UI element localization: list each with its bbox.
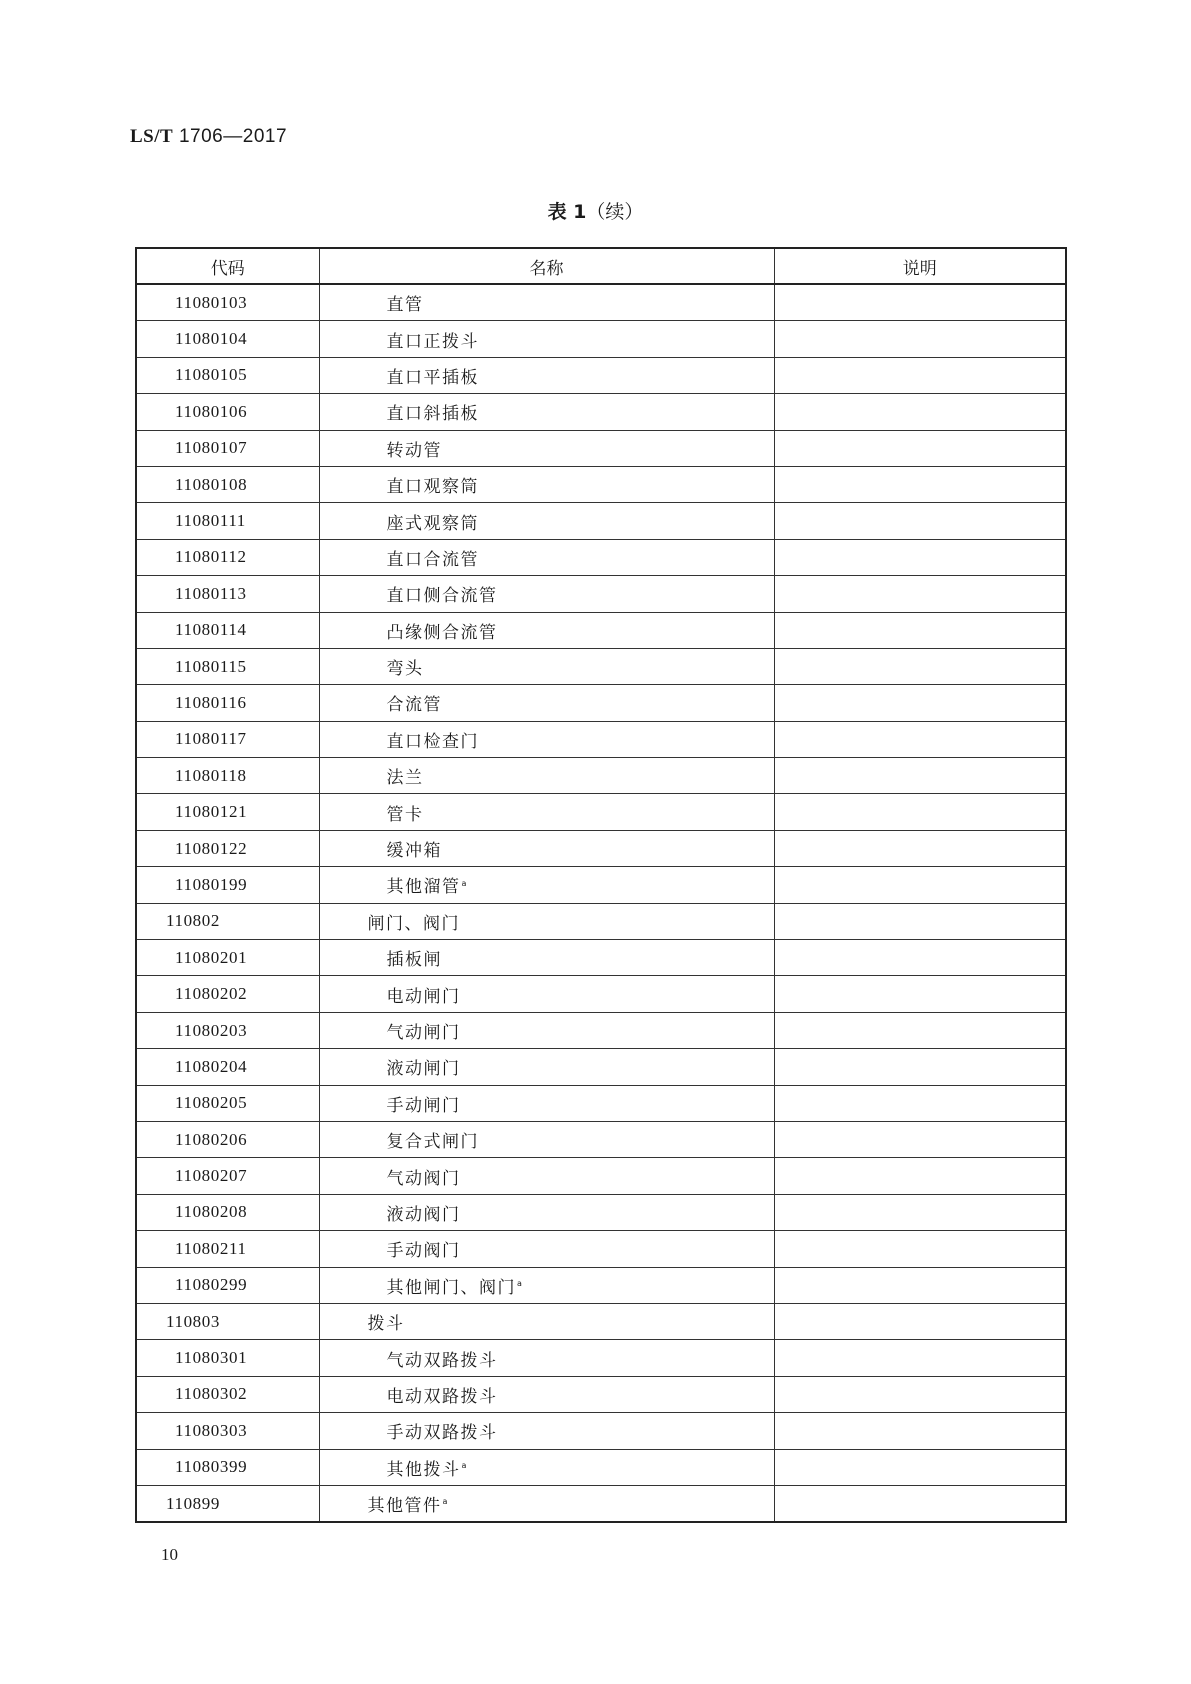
table-row — [136, 357, 1066, 393]
name-cell — [319, 1340, 774, 1376]
name-cell — [319, 1413, 774, 1449]
table-row — [136, 321, 1066, 357]
description-cell — [774, 1049, 1066, 1085]
name-cell — [319, 1449, 774, 1485]
table-row — [136, 976, 1066, 1012]
description-cell — [774, 1231, 1066, 1267]
table-caption — [0, 197, 1191, 224]
description-cell — [774, 976, 1066, 1012]
item-name: 其他拨斗 — [386, 1459, 461, 1480]
code-cell: 11080117 — [136, 721, 319, 757]
table-body — [136, 284, 1066, 1522]
item-name: 其他管件 — [367, 1496, 442, 1517]
description-cell — [774, 940, 1066, 976]
table-row — [136, 1340, 1066, 1376]
code-cell: 11080121 — [136, 794, 319, 830]
name-cell — [319, 321, 774, 357]
name-cell — [319, 612, 774, 648]
table-row — [136, 830, 1066, 866]
item-name: 拨斗 — [367, 1314, 405, 1335]
item-name: 气动闸门 — [386, 1023, 461, 1043]
item-name: 直口平插板 — [386, 367, 479, 388]
column-header-name: 名称 — [319, 248, 774, 284]
description-cell — [774, 1340, 1066, 1376]
name-cell — [319, 976, 774, 1012]
name-cell — [319, 1012, 774, 1048]
code-cell: 11080199 — [136, 867, 319, 903]
code-cell: 11080112 — [136, 539, 319, 575]
code-cell: 11080116 — [136, 685, 319, 721]
item-name: 凸缘侧合流管 — [386, 622, 498, 643]
name-cell — [319, 830, 774, 866]
item-name: 法兰 — [386, 768, 424, 789]
name-cell — [319, 794, 774, 830]
code-cell: 11080113 — [136, 576, 319, 612]
name-cell — [319, 685, 774, 721]
item-name: 气动双路拨斗 — [386, 1350, 498, 1371]
description-cell — [774, 430, 1066, 466]
table-row — [136, 394, 1066, 430]
code-cell: 110899 — [136, 1485, 319, 1522]
item-name: 直口检查门 — [386, 731, 479, 752]
table-row — [136, 1449, 1066, 1485]
table-row — [136, 1194, 1066, 1230]
description-cell — [774, 1267, 1066, 1303]
item-name: 手动阀门 — [386, 1241, 461, 1262]
code-cell: 11080303 — [136, 1413, 319, 1449]
name-cell — [319, 721, 774, 757]
code-cell: 11080115 — [136, 648, 319, 684]
description-cell — [774, 357, 1066, 393]
description-cell — [774, 1158, 1066, 1194]
code-cell: 11080104 — [136, 321, 319, 357]
standard-code: LS/T — [130, 126, 174, 147]
name-cell — [319, 1049, 774, 1085]
table-row — [136, 503, 1066, 539]
code-cell: 11080208 — [136, 1194, 319, 1230]
description-cell — [774, 794, 1066, 830]
document-header — [130, 126, 287, 148]
table-row — [136, 1267, 1066, 1303]
code-cell: 110802 — [136, 903, 319, 939]
item-name: 直口正拨斗 — [386, 331, 479, 352]
description-cell — [774, 576, 1066, 612]
code-cell: 11080105 — [136, 357, 319, 393]
table-row — [136, 430, 1066, 466]
item-name: 直口合流管 — [386, 549, 479, 570]
name-cell — [319, 1231, 774, 1267]
item-name: 其他溜管 — [386, 877, 461, 898]
description-cell — [774, 830, 1066, 866]
name-cell — [319, 576, 774, 612]
code-table — [135, 247, 1067, 1523]
table-row — [136, 466, 1066, 502]
table-row — [136, 1158, 1066, 1194]
item-name: 液动闸门 — [386, 1059, 461, 1080]
name-cell — [319, 1085, 774, 1121]
footnote-mark: a — [517, 1279, 522, 1289]
code-cell: 11080207 — [136, 1158, 319, 1194]
item-name: 液动阀门 — [386, 1204, 461, 1225]
item-name: 直口侧合流管 — [386, 586, 498, 607]
code-cell: 11080206 — [136, 1121, 319, 1157]
description-cell — [774, 503, 1066, 539]
item-name: 复合式闸门 — [386, 1132, 479, 1153]
column-header-code: 代码 — [136, 248, 319, 284]
table-row — [136, 648, 1066, 684]
table-row — [136, 1231, 1066, 1267]
name-cell — [319, 466, 774, 502]
code-cell: 11080301 — [136, 1340, 319, 1376]
table-row — [136, 539, 1066, 575]
item-name: 闸门、阀门 — [367, 913, 460, 934]
item-name: 电动闸门 — [386, 986, 461, 1007]
description-cell — [774, 903, 1066, 939]
description-cell — [774, 1303, 1066, 1339]
description-cell — [774, 721, 1066, 757]
item-name: 电动双路拨斗 — [386, 1386, 498, 1407]
table-row — [136, 1085, 1066, 1121]
description-cell — [774, 612, 1066, 648]
description-cell — [774, 685, 1066, 721]
name-cell — [319, 940, 774, 976]
table-row — [136, 794, 1066, 830]
item-name: 直口观察筒 — [386, 477, 479, 498]
table-row — [136, 758, 1066, 794]
name-cell — [319, 503, 774, 539]
code-cell: 11080114 — [136, 612, 319, 648]
footnote-mark: a — [461, 1461, 467, 1471]
item-name: 缓冲箱 — [386, 841, 442, 862]
description-cell — [774, 284, 1066, 321]
table-row — [136, 284, 1066, 321]
item-name: 弯头 — [386, 659, 424, 680]
code-cell: 11080204 — [136, 1049, 319, 1085]
standard-number: 1706—2017 — [178, 126, 288, 147]
name-cell — [319, 903, 774, 939]
column-header-note: 说明 — [774, 248, 1066, 284]
table-caption-suffix: （续） — [586, 201, 644, 223]
description-cell — [774, 1085, 1066, 1121]
item-name: 插板闸 — [386, 950, 442, 971]
table-row — [136, 1121, 1066, 1157]
description-cell — [774, 466, 1066, 502]
item-name: 直管 — [386, 295, 424, 316]
code-cell: 11080211 — [136, 1231, 319, 1267]
name-cell — [319, 1485, 774, 1522]
description-cell — [774, 1194, 1066, 1230]
table-row — [136, 1413, 1066, 1449]
code-cell: 11080103 — [136, 284, 319, 321]
code-cell: 11080302 — [136, 1376, 319, 1412]
code-cell: 11080299 — [136, 1267, 319, 1303]
table-row — [136, 1049, 1066, 1085]
footnote-mark: a — [461, 878, 467, 888]
table-row — [136, 1303, 1066, 1339]
table-row — [136, 867, 1066, 903]
description-cell — [774, 867, 1066, 903]
code-cell: 11080201 — [136, 940, 319, 976]
description-cell — [774, 539, 1066, 575]
name-cell — [319, 1121, 774, 1157]
name-cell — [319, 648, 774, 684]
table-row — [136, 1485, 1066, 1522]
item-name: 合流管 — [386, 695, 442, 716]
code-cell: 110803 — [136, 1303, 319, 1339]
name-cell — [319, 284, 774, 321]
table-header-row — [136, 248, 1066, 284]
item-name: 气动阀门 — [386, 1168, 461, 1189]
item-name: 座式观察筒 — [386, 513, 479, 534]
description-cell — [774, 1376, 1066, 1412]
code-cell: 11080203 — [136, 1012, 319, 1048]
table-row — [136, 1012, 1066, 1048]
code-cell: 11080106 — [136, 394, 319, 430]
table-row — [136, 1376, 1066, 1412]
item-name: 手动闸门 — [386, 1095, 461, 1116]
name-cell — [319, 1158, 774, 1194]
name-cell — [319, 867, 774, 903]
item-name: 转动管 — [386, 440, 442, 461]
name-cell — [319, 1303, 774, 1339]
page-number: 10 — [161, 1545, 178, 1564]
table-row — [136, 576, 1066, 612]
table-caption-title: 表 1 — [547, 201, 587, 223]
description-cell — [774, 758, 1066, 794]
table-row — [136, 940, 1066, 976]
code-cell: 11080107 — [136, 430, 319, 466]
code-cell: 11080108 — [136, 466, 319, 502]
name-cell — [319, 1267, 774, 1303]
item-name: 其他闸门、阀门 — [386, 1277, 516, 1298]
code-cell: 11080118 — [136, 758, 319, 794]
name-cell — [319, 430, 774, 466]
name-cell — [319, 1376, 774, 1412]
description-cell — [774, 1121, 1066, 1157]
code-cell: 11080399 — [136, 1449, 319, 1485]
table-row — [136, 721, 1066, 757]
name-cell — [319, 394, 774, 430]
description-cell — [774, 321, 1066, 357]
table-row — [136, 685, 1066, 721]
description-cell — [774, 1413, 1066, 1449]
name-cell — [319, 539, 774, 575]
code-cell: 11080205 — [136, 1085, 319, 1121]
table-row — [136, 612, 1066, 648]
item-name: 管卡 — [386, 804, 424, 825]
description-cell — [774, 1485, 1066, 1522]
description-cell — [774, 1012, 1066, 1048]
description-cell — [774, 394, 1066, 430]
code-cell: 11080111 — [136, 503, 319, 539]
table-row — [136, 903, 1066, 939]
item-name: 直口斜插板 — [386, 404, 479, 425]
description-cell — [774, 648, 1066, 684]
name-cell — [319, 357, 774, 393]
code-cell: 11080202 — [136, 976, 319, 1012]
footnote-mark: a — [442, 1497, 448, 1507]
code-cell: 11080122 — [136, 830, 319, 866]
name-cell — [319, 1194, 774, 1230]
name-cell — [319, 758, 774, 794]
description-cell — [774, 1449, 1066, 1485]
item-name: 手动双路拨斗 — [386, 1423, 498, 1444]
